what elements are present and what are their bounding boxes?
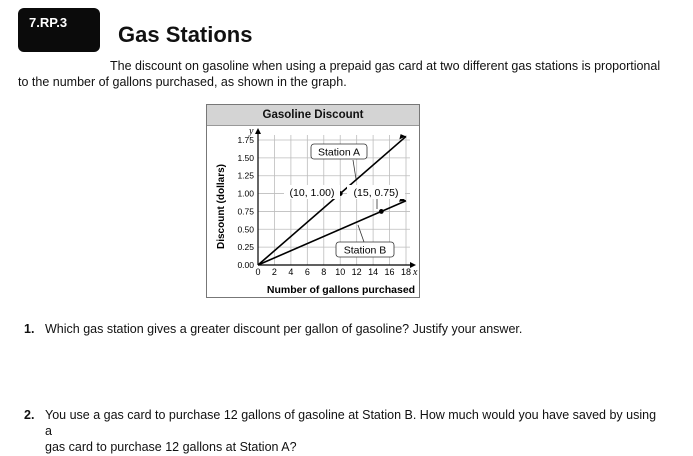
x-axis-title: Number of gallons purchased [266,284,416,296]
x-tick-label: 8 [321,267,327,277]
y-tick-label: 0.25 [237,242,254,253]
intro-paragraph [18,58,678,90]
intro-line-1: The discount on gasoline when using a prepaid gas card at two different gas stations is proportional [110,59,661,73]
standard-badge [18,8,100,52]
x-tick-label: 12 [351,267,362,277]
y-tick-label: 0.00 [237,260,254,270]
y-tick-label: 0.50 [237,224,254,235]
x-tick-label: 0 [255,267,261,277]
x-tick-label: 14 [368,267,379,277]
x-tick-label: 10 [335,267,346,277]
y-axis-letter: y [249,126,254,137]
x-tick-label: 16 [384,267,395,277]
x-axis-letter: x [413,267,418,278]
chart-title: Gasoline Discount [207,105,419,126]
question-2-text-line-1: You use a gas card to purchase 12 gallons of gasoline at Station B. How much would you have saved by using a [45,408,657,438]
x-tick-label: 4 [288,267,294,277]
series-label-station-a: Station A [317,146,361,159]
question-1 [24,321,664,337]
point-label-station-a: (10, 1.00) [289,187,335,199]
intro-line-2: to the number of gallons purchased, as shown in the graph. [18,75,347,89]
question-2 [24,407,664,455]
y-tick-label: 1.50 [237,152,254,163]
page-title: Gas Stations [118,22,253,47]
data-point [379,209,384,214]
question-2-number: 2. [24,408,35,422]
standard-code: 7.RP.3 [29,15,68,30]
gasoline-discount-chart [207,105,421,299]
label-leader [358,225,364,242]
x-tick-label: 18 [400,267,412,277]
y-tick-label: 0.75 [237,206,254,217]
question-2-text-line-2: gas card to purchase 12 gallons at Station A? [45,440,297,454]
point-label-station-b: (15, 0.75) [353,187,399,199]
y-axis-arrow [255,128,261,134]
label-leader [353,160,356,179]
y-tick-label: 1.75 [237,135,254,145]
series-label-station-b: Station B [343,244,387,257]
chart-figure [206,104,420,298]
y-tick-label: 1.25 [237,170,254,181]
question-1-number: 1. [24,322,35,336]
y-tick-label: 1.00 [237,188,254,199]
x-tick-label: 2 [271,267,277,277]
question-1-text: Which gas station gives a greater discount per gallon of gasoline? Justify your answer. [45,322,523,336]
y-axis-title: Discount (dollars) [216,163,227,250]
x-tick-label: 6 [304,267,310,277]
